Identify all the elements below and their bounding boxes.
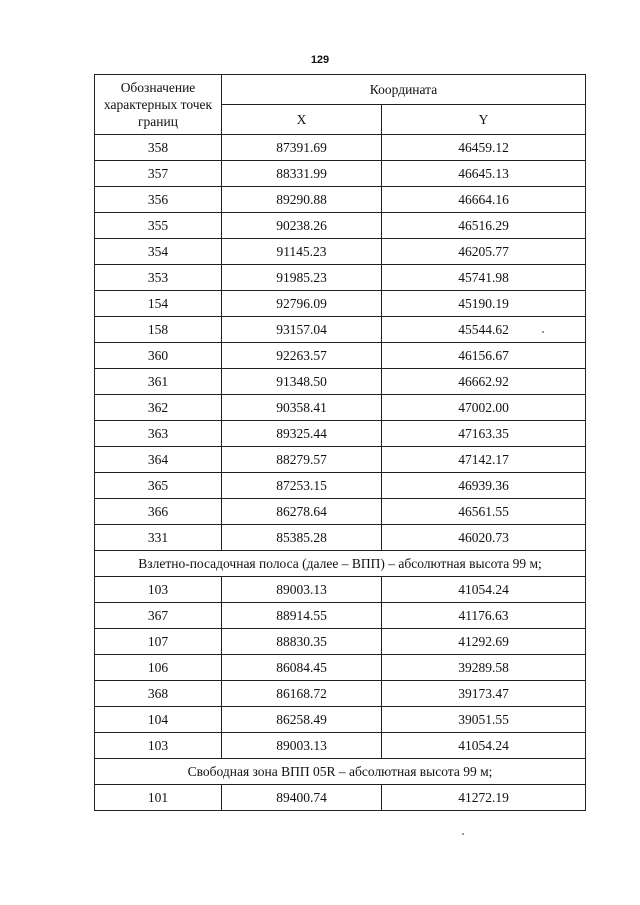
point-cell: 358 <box>95 135 222 161</box>
x-coordinate-cell: 92796.09 <box>222 291 382 317</box>
point-cell: 104 <box>95 707 222 733</box>
x-coordinate-cell: 91348.50 <box>222 369 382 395</box>
table-row <box>95 577 586 603</box>
x-coordinate-cell: 92263.57 <box>222 343 382 369</box>
scan-speck <box>542 331 544 333</box>
table-row <box>95 369 586 395</box>
point-cell: 364 <box>95 447 222 473</box>
point-label-header: Обозначение характерных точек границ <box>95 75 222 135</box>
table-row <box>95 733 586 759</box>
x-coordinate-cell: 89400.74 <box>222 785 382 811</box>
x-coordinate-cell: 90358.41 <box>222 395 382 421</box>
x-coordinate-cell: 89325.44 <box>222 421 382 447</box>
point-cell: 354 <box>95 239 222 265</box>
table-row <box>95 187 586 213</box>
y-coordinate-cell: 46020.73 <box>382 525 586 551</box>
section-row <box>95 551 586 577</box>
table-row <box>95 161 586 187</box>
y-coordinate-cell: 41054.24 <box>382 733 586 759</box>
point-cell: 107 <box>95 629 222 655</box>
table-row <box>95 395 586 421</box>
x-coordinate-cell: 87391.69 <box>222 135 382 161</box>
x-coordinate-cell: 89290.88 <box>222 187 382 213</box>
table-body <box>95 135 586 811</box>
table-row <box>95 239 586 265</box>
y-coordinate-cell: 45741.98 <box>382 265 586 291</box>
x-header: X <box>222 105 382 135</box>
table-row <box>95 629 586 655</box>
section-title: Взлетно-посадочная полоса (далее – ВПП) – абсолютная высота 99 м; <box>95 551 586 577</box>
table-row <box>95 499 586 525</box>
y-coordinate-cell: 46939.36 <box>382 473 586 499</box>
table-row <box>95 265 586 291</box>
y-coordinate-cell: 45544.62 <box>382 317 586 343</box>
section-title: Свободная зона ВПП 05R – абсолютная высота 99 м; <box>95 759 586 785</box>
y-coordinate-cell: 46664.16 <box>382 187 586 213</box>
point-cell: 362 <box>95 395 222 421</box>
y-coordinate-cell: 39051.55 <box>382 707 586 733</box>
table-row <box>95 135 586 161</box>
y-coordinate-cell: 41176.63 <box>382 603 586 629</box>
x-coordinate-cell: 91985.23 <box>222 265 382 291</box>
point-cell: 357 <box>95 161 222 187</box>
y-coordinate-cell: 41054.24 <box>382 577 586 603</box>
point-cell: 365 <box>95 473 222 499</box>
x-coordinate-cell: 89003.13 <box>222 577 382 603</box>
y-coordinate-cell: 46459.12 <box>382 135 586 161</box>
point-cell: 154 <box>95 291 222 317</box>
table-row <box>95 785 586 811</box>
table-header <box>95 75 586 135</box>
point-cell: 361 <box>95 369 222 395</box>
y-coordinate-cell: 47142.17 <box>382 447 586 473</box>
x-coordinate-cell: 90238.26 <box>222 213 382 239</box>
x-coordinate-cell: 86168.72 <box>222 681 382 707</box>
x-coordinate-cell: 86278.64 <box>222 499 382 525</box>
table-row <box>95 681 586 707</box>
point-cell: 353 <box>95 265 222 291</box>
scan-speck <box>462 833 464 835</box>
x-coordinate-cell: 88331.99 <box>222 161 382 187</box>
x-coordinate-cell: 89003.13 <box>222 733 382 759</box>
point-cell: 366 <box>95 499 222 525</box>
y-coordinate-cell: 39289.58 <box>382 655 586 681</box>
y-coordinate-cell: 46561.55 <box>382 499 586 525</box>
x-coordinate-cell: 88914.55 <box>222 603 382 629</box>
coordinates-table <box>94 74 586 811</box>
point-cell: 363 <box>95 421 222 447</box>
y-header: Y <box>382 105 586 135</box>
y-coordinate-cell: 46662.92 <box>382 369 586 395</box>
x-coordinate-cell: 88830.35 <box>222 629 382 655</box>
point-cell: 103 <box>95 577 222 603</box>
table-row <box>95 213 586 239</box>
point-cell: 101 <box>95 785 222 811</box>
table-row <box>95 655 586 681</box>
y-coordinate-cell: 47163.35 <box>382 421 586 447</box>
table-row <box>95 473 586 499</box>
table-row <box>95 343 586 369</box>
x-coordinate-cell: 87253.15 <box>222 473 382 499</box>
table-row <box>95 421 586 447</box>
x-coordinate-cell: 93157.04 <box>222 317 382 343</box>
y-coordinate-cell: 46205.77 <box>382 239 586 265</box>
point-cell: 106 <box>95 655 222 681</box>
y-coordinate-cell: 46516.29 <box>382 213 586 239</box>
x-coordinate-cell: 86258.49 <box>222 707 382 733</box>
x-coordinate-cell: 91145.23 <box>222 239 382 265</box>
table-row <box>95 291 586 317</box>
y-coordinate-cell: 45190.19 <box>382 291 586 317</box>
y-coordinate-cell: 39173.47 <box>382 681 586 707</box>
point-cell: 103 <box>95 733 222 759</box>
table-row <box>95 447 586 473</box>
point-cell: 331 <box>95 525 222 551</box>
point-cell: 355 <box>95 213 222 239</box>
y-coordinate-cell: 41292.69 <box>382 629 586 655</box>
point-cell: 367 <box>95 603 222 629</box>
section-row <box>95 759 586 785</box>
table-row <box>95 707 586 733</box>
point-cell: 368 <box>95 681 222 707</box>
y-coordinate-cell: 46645.13 <box>382 161 586 187</box>
page-number: 129 <box>310 54 330 66</box>
x-coordinate-cell: 85385.28 <box>222 525 382 551</box>
y-coordinate-cell: 46156.67 <box>382 343 586 369</box>
point-cell: 158 <box>95 317 222 343</box>
coordinate-header: Координата <box>222 75 586 105</box>
y-coordinate-cell: 47002.00 <box>382 395 586 421</box>
point-cell: 356 <box>95 187 222 213</box>
point-cell: 360 <box>95 343 222 369</box>
y-coordinate-cell: 41272.19 <box>382 785 586 811</box>
x-coordinate-cell: 86084.45 <box>222 655 382 681</box>
table-row <box>95 525 586 551</box>
table-row <box>95 317 586 343</box>
x-coordinate-cell: 88279.57 <box>222 447 382 473</box>
table-row <box>95 603 586 629</box>
